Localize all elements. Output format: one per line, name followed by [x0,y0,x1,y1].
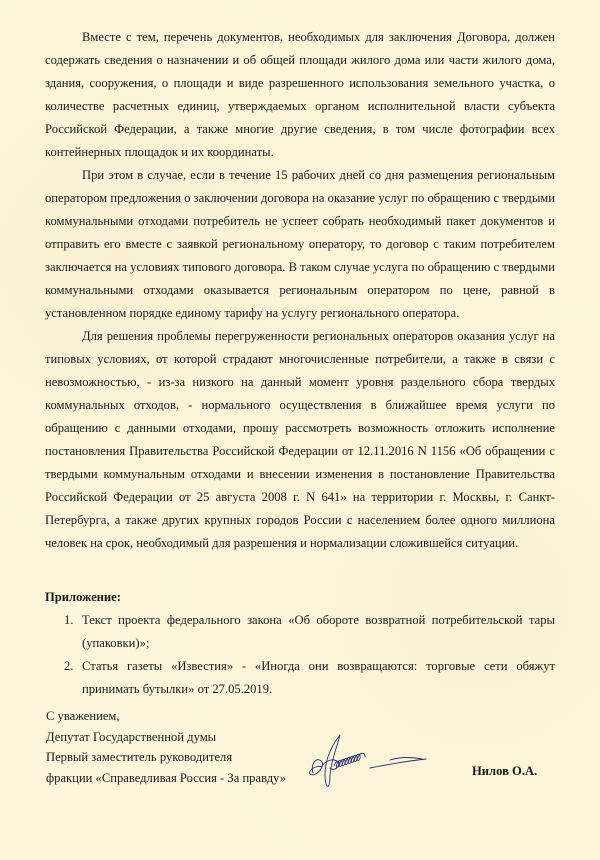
closing-block [46,706,286,788]
signer-name: Нилов О.А. [472,764,538,778]
paragraph: Для решения проблемы перегруженности региональных операторов оказания услуг на типовых условиях, от которой страдают многочисленные потребители, а также в связи с невозможностью, - из-за низкого на данный момент уровня раздельного сбора твердых коммунальных отходов, - нормального осуществления в ближайшее время услуги по обращению с данными отходами, прошу рассмотреть возможность отложить исполнение постановления Правительства Российской Федерации от 12.11.2016 N 1156 «Об обращении с твердыми коммунальным отходами и внесении изменения в постановление Правительства Российской Федерации от 25 августа 2008 г. N 641» на территории г. Москвы, г. Санкт-Петербурга, а также других крупных городов России с населением более одного миллиона человек на срок, необходимый для разрешения и нормализации сложившейся ситуации. [45,329,555,550]
closing-regards: С уважением, [46,709,120,723]
signer-position: фракции «Справедливая Россия - За правду» [46,770,287,785]
letter-body [45,26,555,701]
appendix-item-number: 1. [64,613,74,627]
appendix-title: Приложение: [45,590,121,604]
signer-position: Первый заместитель руководителя [46,750,233,764]
appendix-item [64,609,555,655]
appendix-item [64,655,555,701]
appendix-item-text: Статья газеты «Известия» - «Иногда они возвращаются: торговые сети обяжут принимать бутылки» от 27.05.2019. [82,659,555,696]
appendix-item-text: Текст проекта федерального закона «Об обороте возвратной потребительской тары (упаковки)»; [82,613,555,650]
handwritten-signature [300,732,430,794]
paragraph: Вместе с тем, перечень документов, необходимых для заключения Договора, должен содержать сведения о назначении и об общей площади жилого дома или части жилого дома, здания, сооружения, о площади и виде разрешенного использования земельного участка, о количестве расчетных единиц, утверждаемых органом исполнительной власти субъекта Российской Федерации, а также многие другие сведения, в том числе фотографии всех контейнерных площадок и их координаты. [45,30,555,159]
paragraph: При этом в случае, если в течение 15 рабочих дней со дня размещения региональным оператором предложения о заключении договора на оказание услуг по обращению с твердыми коммунальными отходами потребитель не успеет собрать необходимый пакет документов и отправить его вместе с заявкой региональному оператору, то договор с таким потребителем заключается на условиях типового договора. В таком случае услуга по обращению с твердыми коммунальными отходами оказывается региональным оператором по цене, равной в установленном порядке единому тарифу на услугу регионального оператора. [45,168,555,320]
appendix-list [45,609,555,701]
appendix-item-number: 2. [64,659,74,673]
signer-position: Депутат Государственной думы [46,729,217,744]
